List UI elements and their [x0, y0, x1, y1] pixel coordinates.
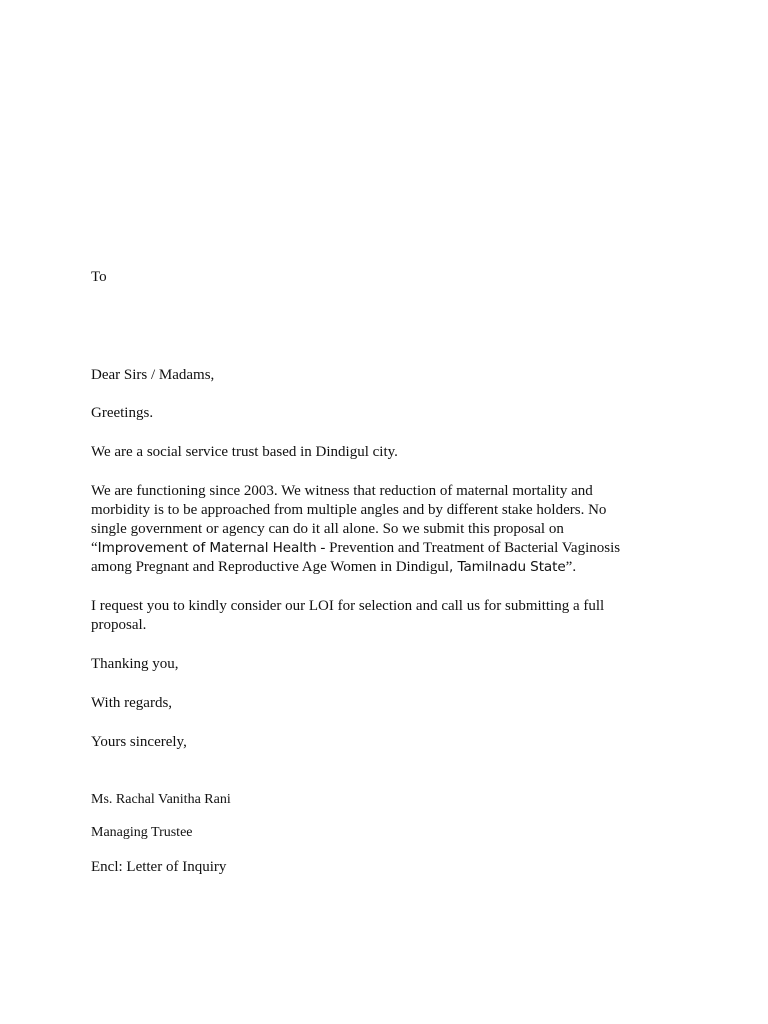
request-line: proposal.: [91, 617, 147, 633]
open-quote: “: [91, 540, 98, 556]
body-line: We are functioning since 2003. We witness that reduction of maternal mortality and: [91, 483, 593, 499]
greeting: Greetings.: [91, 405, 154, 421]
body-line: [91, 558, 576, 577]
recipient-to: To: [91, 269, 107, 285]
intro-paragraph: We are a social service trust based in Dindigul city.: [91, 444, 398, 460]
salutation: Dear Sirs / Madams,: [91, 367, 215, 383]
body-line: single government or agency can do it all alone. So we submit this proposal on: [91, 521, 564, 537]
body-line: morbidity is to be approached from multiple angles and by different stake holders. No: [91, 502, 607, 518]
signatory-title: Managing Trustee: [91, 825, 193, 840]
thanking-line: Thanking you,: [91, 656, 179, 672]
proposal-title-part: Improvement of Maternal Health: [97, 540, 317, 556]
signatory-name: Ms. Rachal Vanitha Rani: [91, 792, 231, 807]
request-line: I request you to kindly consider our LOI for selection and call us for submitting a full: [91, 598, 605, 614]
proposal-title-part: - Prevention and Treatment of Bacterial Vaginosis: [316, 540, 621, 556]
regards-line: With regards,: [91, 695, 173, 711]
closing-line: Yours sincerely,: [91, 734, 187, 750]
close-quote: ”.: [565, 559, 577, 575]
proposal-title-part: , Tamilnadu State: [449, 559, 566, 575]
body-line: [91, 539, 620, 558]
enclosure-line: Encl: Letter of Inquiry: [91, 859, 227, 875]
proposal-title-part: among Pregnant and Reproductive Age Women in Dindigul: [91, 559, 450, 575]
